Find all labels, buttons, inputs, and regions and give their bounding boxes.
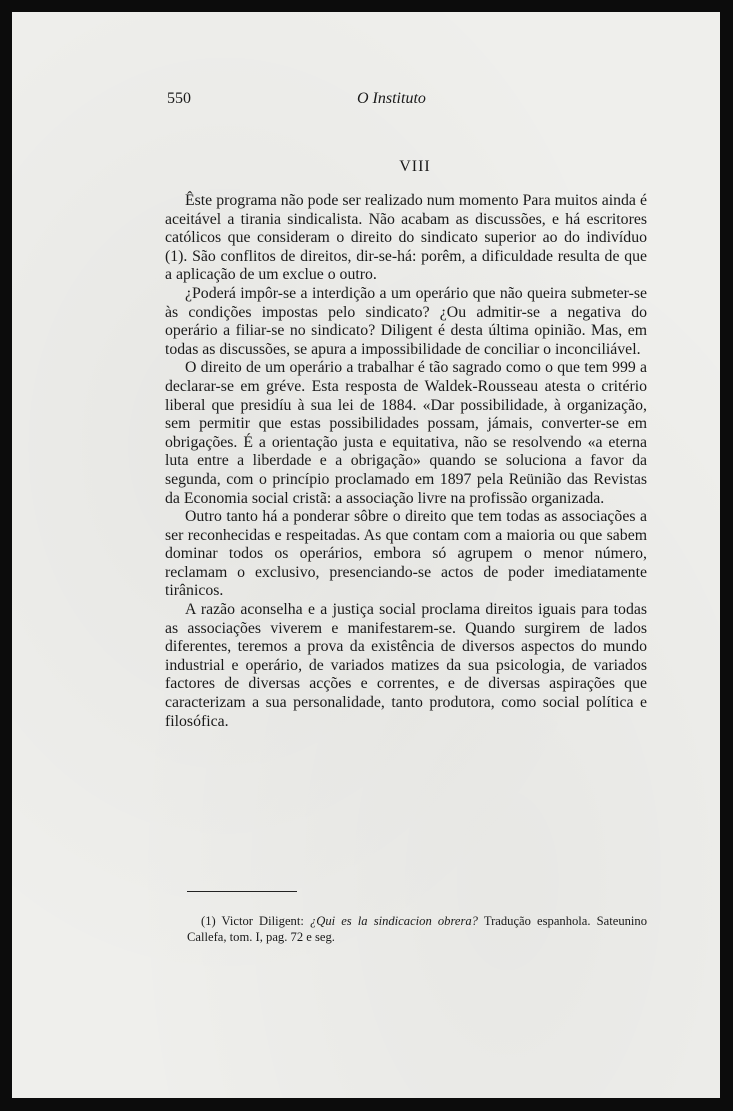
footnote-title: ¿Qui es la sindicacion obrera? [309,914,478,928]
page-number: 550 [167,90,191,107]
paragraph: O direito de um operário a trabalhar é tão sagrado como o que tem 999 a declarar-se em gréve. Esta resposta de Waldek-Rousseau atesta o critério liberal que presidíu à sua lei de 1884. «Dar possibilidade, à organização, sem permitir que estas possibilidades possam, jámais, converter-se em obrigações. É a orientação justa e equitativa, não se resolvendo «a eterna luta entre a liberdade e a obrigação» quando se soluciona a favor da segunda, com o princípio proclamado em 1897 pela Reünião das Revistas da Economia social cristã: a associação livre na profissão organizada. [165,359,647,507]
paragraph: ¿Poderá impôr-se a interdição a um operário que não queira submeter-se às condições impostas pelo sindicato? ¿Ou admitir-se a negativa do operário a filiar-se no sindicato? Diligent é desta última opinião. Mas, em todas as discussões, se apura a impossibilidade de conciliar o inconciliável. [165,284,647,358]
footnote-marker: (1) Victor Diligent: [201,914,310,928]
section-heading: VIII [399,158,431,175]
footnote-divider [187,891,297,892]
body-text [165,192,647,731]
page-header [167,90,467,112]
footnote [187,913,647,945]
book-page [12,12,720,1098]
running-title: O Instituto [357,90,426,107]
paragraph: Outro tanto há a ponderar sôbre o direito que tem todas as associações a ser reconhecidas e respeitadas. As que contam com a maioria ou que sabem dominar todos os operários, embora só agrupem o menor número, reclamam o exclusivo, presenciando-se actos de poder imediatamente tirânicos. [165,508,647,600]
paragraph: A razão aconselha e a justiça social proclama direitos iguais para todas as associações viverem e manifestarem-se. Quando surgirem de lados diferentes, teremos a prova da existência de diversos aspectos do mundo industrial e operário, de variados matizes da sua psicologia, de variados factores de diversas acções e correntes, e de diversas aspirações que caracterizam a sua personalidade, tanto produtora, como social política e filosófica. [165,601,647,730]
paragraph: Êste programa não pode ser realizado num momento Para muitos ainda é aceitável a tirania sindicalista. Não acabam as discussões, e há escritores católicos que consideram o direito do sindicato superior ao do indivíduo (1). São conflitos de direitos, dir-se-há: porêm, a dificuldade resulta de que a aplicação de um exclue o outro. [165,192,647,284]
footnote-rest: Tradução espanhola. Sateunino Callefa, tom. I, pag. 72 e seg. [187,914,647,944]
